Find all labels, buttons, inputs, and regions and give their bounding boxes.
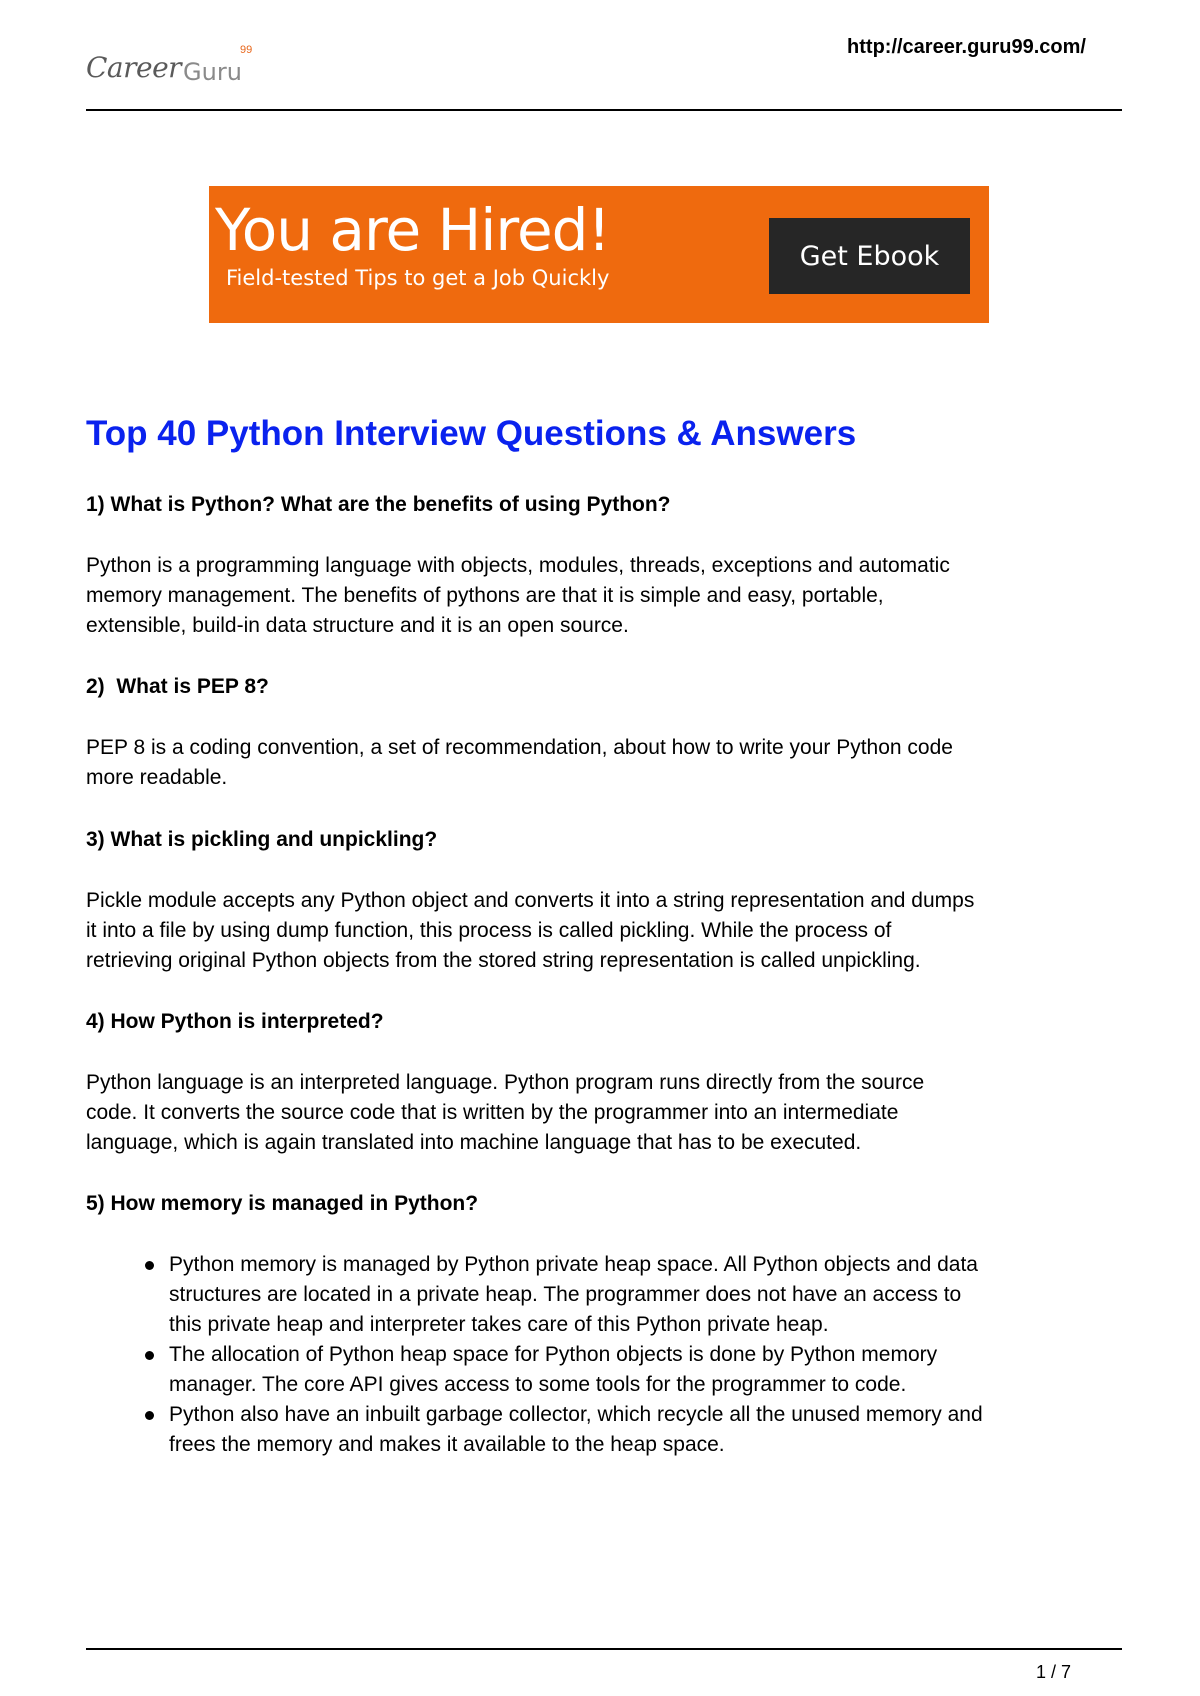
answer-2-line-1: PEP 8 is a coding convention, a set of recommendation, about how to write your Python code [86, 736, 953, 759]
bullet-2-line-2: manager. The core API gives access to some tools for the programmer to code. [169, 1373, 907, 1396]
page-number: 1 / 7 [1036, 1662, 1072, 1682]
answer-1-line-2: memory management. The benefits of pythons are that it is simple and easy, portable, [86, 584, 884, 607]
qa-item-2 [86, 672, 1126, 702]
list-item [145, 1340, 983, 1400]
answer-4-line-3: language, which is again translated into machine language that has to be executed. [86, 1131, 862, 1154]
footer-divider [86, 1648, 1122, 1650]
answer-3-line-1: Pickle module accepts any Python object and converts it into a string representation and dumps [86, 889, 975, 912]
answer-3-line-2: it into a file by using dump function, this process is called pickling. While the process of [86, 919, 892, 942]
get-ebook-button[interactable]: Get Ebook [769, 218, 970, 294]
qa-item-4 [86, 1007, 1126, 1037]
ebook-banner[interactable] [209, 186, 989, 323]
header-divider [86, 109, 1122, 111]
bullet-1-line-3: this private heap and interpreter takes care of this Python private heap. [169, 1313, 829, 1336]
list-item [145, 1400, 983, 1460]
qa-item-3 [86, 825, 1126, 855]
answer-4-line-1: Python language is an interpreted language. Python program runs directly from the source [86, 1071, 925, 1094]
banner-subline: Field-tested Tips to get a Job Quickly [226, 266, 610, 290]
banner-headline: You are Hired! [215, 196, 610, 264]
bullet-2-line-1: The allocation of Python heap space for Python objects is done by Python memory [169, 1343, 938, 1366]
logo-99-superscript: 99 [240, 44, 253, 56]
qa-item-1 [86, 490, 1126, 520]
answer-1-line-3: extensible, build-in data structure and it is an open source. [86, 614, 629, 637]
bullet-3-line-1: Python also have an inbuilt garbage collector, which recycle all the unused memory and [169, 1403, 983, 1426]
question-1: 1) What is Python? What are the benefits of using Python? [86, 493, 671, 516]
answer-4-line-2: code. It converts the source code that is written by the programmer into an intermediate [86, 1101, 899, 1124]
question-2: 2) What is PEP 8? [86, 675, 269, 698]
question-3: 3) What is pickling and unpickling? [86, 828, 438, 851]
answer-3-line-3: retrieving original Python objects from the stored string representation is called unpickling. [86, 949, 921, 972]
bullet-dot-icon [145, 1411, 154, 1420]
answer-1 [86, 551, 1126, 641]
logo-guru-text: Guru [183, 58, 242, 86]
answer-2-line-2: more readable. [86, 766, 228, 789]
answer-2 [86, 733, 1126, 793]
header-url-link[interactable]: http://career.guru99.com/ [847, 36, 1086, 58]
careerguru-logo[interactable] [86, 44, 253, 86]
qa-item-5 [86, 1189, 1126, 1219]
question-4: 4) How Python is interpreted? [86, 1010, 384, 1033]
answer-4 [86, 1068, 1126, 1158]
bullet-1-line-2: structures are located in a private heap. The programmer does not have an access to [169, 1283, 962, 1306]
logo-career-text: Career [86, 51, 182, 84]
bullet-dot-icon [145, 1351, 154, 1360]
page-title: Top 40 Python Interview Questions & Answers [86, 414, 857, 453]
bullet-3-line-2: frees the memory and makes it available to the heap space. [169, 1433, 725, 1456]
bullet-dot-icon [145, 1261, 154, 1270]
bullet-1-line-1: Python memory is managed by Python private heap space. All Python objects and data [169, 1253, 978, 1276]
memory-management-list [145, 1250, 983, 1460]
question-5: 5) How memory is managed in Python? [86, 1192, 479, 1215]
answer-3 [86, 886, 1126, 976]
answer-1-line-1: Python is a programming language with objects, modules, threads, exceptions and automatic [86, 554, 950, 577]
list-item [145, 1250, 983, 1340]
